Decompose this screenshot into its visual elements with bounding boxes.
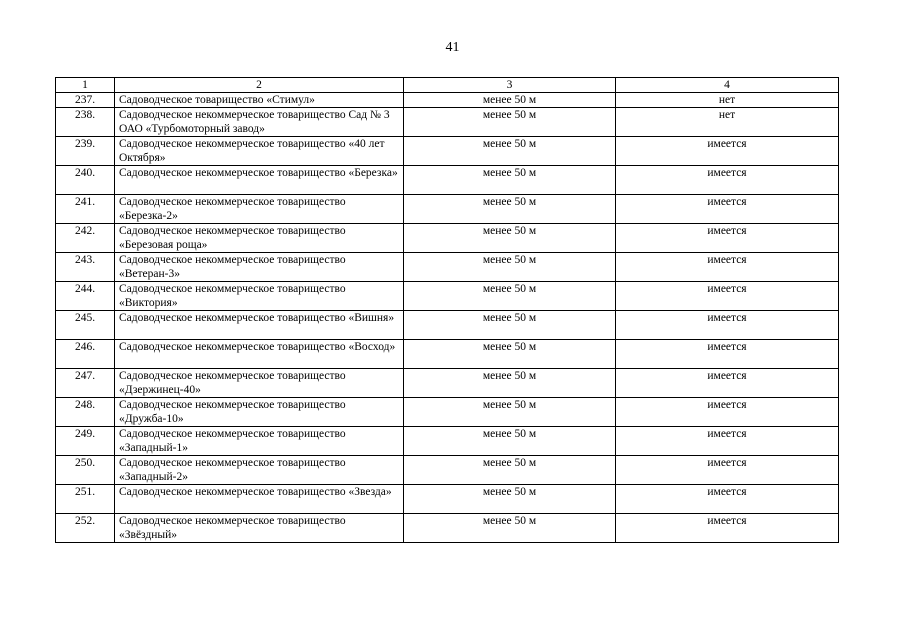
row-name: Садоводческое некоммерческое товарищество «Восход» <box>115 340 404 369</box>
row-availability: имеется <box>616 514 839 543</box>
data-table <box>55 77 839 543</box>
row-availability: имеется <box>616 340 839 369</box>
row-number: 248. <box>56 398 115 427</box>
header-cell: 2 <box>115 78 404 93</box>
row-name: Садоводческое некоммерческое товарищество «40 лет Октября» <box>115 137 404 166</box>
row-number: 240. <box>56 166 115 195</box>
header-cell: 3 <box>404 78 616 93</box>
row-number: 252. <box>56 514 115 543</box>
table-row <box>56 108 839 137</box>
row-number: 245. <box>56 311 115 340</box>
table-row <box>56 456 839 485</box>
table-row <box>56 224 839 253</box>
row-name: Садоводческое некоммерческое товарищество «Ветеран-3» <box>115 253 404 282</box>
row-name: Садоводческое некоммерческое товарищество «Дзержинец-40» <box>115 369 404 398</box>
table-row <box>56 340 839 369</box>
row-distance: менее 50 м <box>404 456 616 485</box>
row-distance: менее 50 м <box>404 369 616 398</box>
row-distance: менее 50 м <box>404 340 616 369</box>
row-distance: менее 50 м <box>404 93 616 108</box>
row-name: Садоводческое некоммерческое товарищество «Звезда» <box>115 485 404 514</box>
row-distance: менее 50 м <box>404 514 616 543</box>
row-distance: менее 50 м <box>404 108 616 137</box>
row-distance: менее 50 м <box>404 398 616 427</box>
table-row <box>56 485 839 514</box>
table-row <box>56 137 839 166</box>
table-row <box>56 311 839 340</box>
row-name: Садоводческое некоммерческое товарищество Сад № 3 ОАО «Турбомоторный завод» <box>115 108 404 137</box>
row-distance: менее 50 м <box>404 137 616 166</box>
row-number: 238. <box>56 108 115 137</box>
row-name: Садоводческое некоммерческое товарищество «Березка» <box>115 166 404 195</box>
row-name: Садоводческое некоммерческое товарищество «Западный-2» <box>115 456 404 485</box>
row-availability: имеется <box>616 427 839 456</box>
row-name: Садоводческое некоммерческое товарищество «Дружба-10» <box>115 398 404 427</box>
row-number: 239. <box>56 137 115 166</box>
row-distance: менее 50 м <box>404 282 616 311</box>
table-row <box>56 282 839 311</box>
row-number: 237. <box>56 93 115 108</box>
row-name: Садоводческое некоммерческое товарищество «Виктория» <box>115 282 404 311</box>
row-distance: менее 50 м <box>404 311 616 340</box>
row-distance: менее 50 м <box>404 427 616 456</box>
row-availability: имеется <box>616 398 839 427</box>
row-availability: нет <box>616 93 839 108</box>
row-number: 243. <box>56 253 115 282</box>
table-row <box>56 398 839 427</box>
row-number: 247. <box>56 369 115 398</box>
row-distance: менее 50 м <box>404 224 616 253</box>
row-availability: имеется <box>616 253 839 282</box>
row-availability: имеется <box>616 456 839 485</box>
row-availability: нет <box>616 108 839 137</box>
row-number: 250. <box>56 456 115 485</box>
page-number: 41 <box>445 40 460 55</box>
table-row <box>56 427 839 456</box>
row-distance: менее 50 м <box>404 485 616 514</box>
table-row <box>56 195 839 224</box>
row-number: 244. <box>56 282 115 311</box>
row-name: Садоводческое товарищество «Стимул» <box>115 93 404 108</box>
row-distance: менее 50 м <box>404 253 616 282</box>
row-number: 249. <box>56 427 115 456</box>
table-row <box>56 253 839 282</box>
table-row <box>56 369 839 398</box>
header-cell: 1 <box>56 78 115 93</box>
row-availability: имеется <box>616 485 839 514</box>
header-cell: 4 <box>616 78 839 93</box>
row-number: 251. <box>56 485 115 514</box>
row-number: 242. <box>56 224 115 253</box>
row-number: 241. <box>56 195 115 224</box>
row-availability: имеется <box>616 137 839 166</box>
row-availability: имеется <box>616 282 839 311</box>
row-name: Садоводческое некоммерческое товарищество «Звёздный» <box>115 514 404 543</box>
row-availability: имеется <box>616 311 839 340</box>
row-name: Садоводческое некоммерческое товарищество «Западный-1» <box>115 427 404 456</box>
table-row <box>56 514 839 543</box>
table-row <box>56 93 839 108</box>
row-distance: менее 50 м <box>404 166 616 195</box>
row-name: Садоводческое некоммерческое товарищество «Березовая роща» <box>115 224 404 253</box>
table-row <box>56 166 839 195</box>
row-availability: имеется <box>616 166 839 195</box>
table-header-row <box>56 78 839 93</box>
row-availability: имеется <box>616 195 839 224</box>
row-name: Садоводческое некоммерческое товарищество «Вишня» <box>115 311 404 340</box>
row-number: 246. <box>56 340 115 369</box>
row-availability: имеется <box>616 369 839 398</box>
row-name: Садоводческое некоммерческое товарищество «Березка-2» <box>115 195 404 224</box>
row-distance: менее 50 м <box>404 195 616 224</box>
row-availability: имеется <box>616 224 839 253</box>
